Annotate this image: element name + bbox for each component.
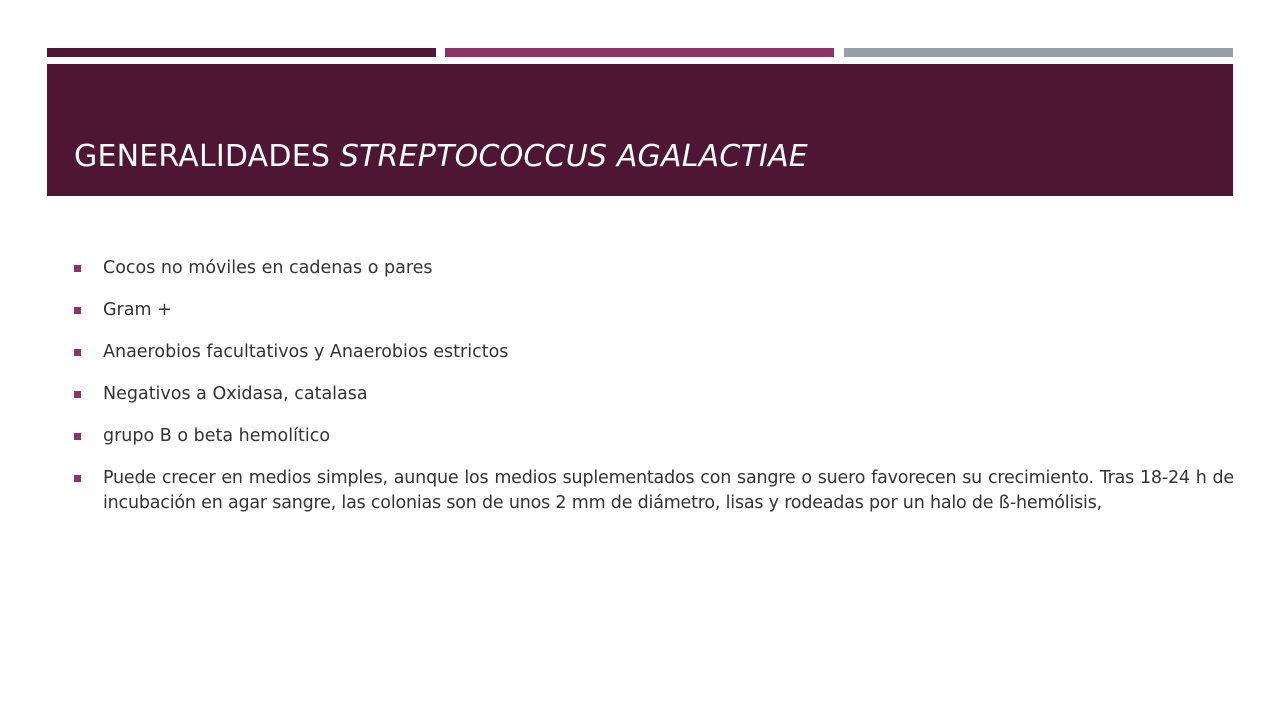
accent-bar-tertiary: [844, 48, 1233, 57]
bullet-list: [72, 256, 1234, 533]
bullet-text: Puede crecer en medios simples, aunque los medios suplementados con sangre o suero favorecen su crecimiento. Tras 18-24 h de incubación en agar sangre, las colonias son de unos 2 mm de diámetro, lisas y rodeadas por un halo de ß-hemólisis,: [103, 468, 1234, 513]
bullet-text: Anaerobios facultativos y Anaerobios estrictos: [103, 342, 509, 362]
bullet-item: [72, 298, 1234, 323]
accent-bar-primary: [47, 48, 436, 57]
bullet-text: Cocos no móviles en cadenas o pares: [103, 258, 433, 278]
bullet-item: [72, 382, 1234, 407]
slide-title: [74, 140, 808, 174]
square-bullet-icon: [74, 433, 81, 440]
square-bullet-icon: [74, 265, 81, 272]
slide-title-italic: STREPTOCOCCUS AGALACTIAE: [339, 139, 808, 174]
bullet-text: Gram +: [103, 300, 172, 320]
bullet-text: grupo B o beta hemolítico: [103, 426, 331, 446]
square-bullet-icon: [74, 307, 81, 314]
title-band: [47, 64, 1233, 196]
square-bullet-icon: [74, 475, 81, 482]
square-bullet-icon: [74, 349, 81, 356]
bullet-item: [72, 256, 1234, 281]
bullet-item: [72, 466, 1234, 516]
bullet-item: [72, 340, 1234, 365]
bullet-text: Negativos a Oxidasa, catalasa: [103, 384, 368, 404]
bullet-item: [72, 424, 1234, 449]
accent-bar-secondary: [445, 48, 834, 57]
slide-title-plain: GENERALIDADES: [74, 139, 340, 174]
square-bullet-icon: [74, 391, 81, 398]
